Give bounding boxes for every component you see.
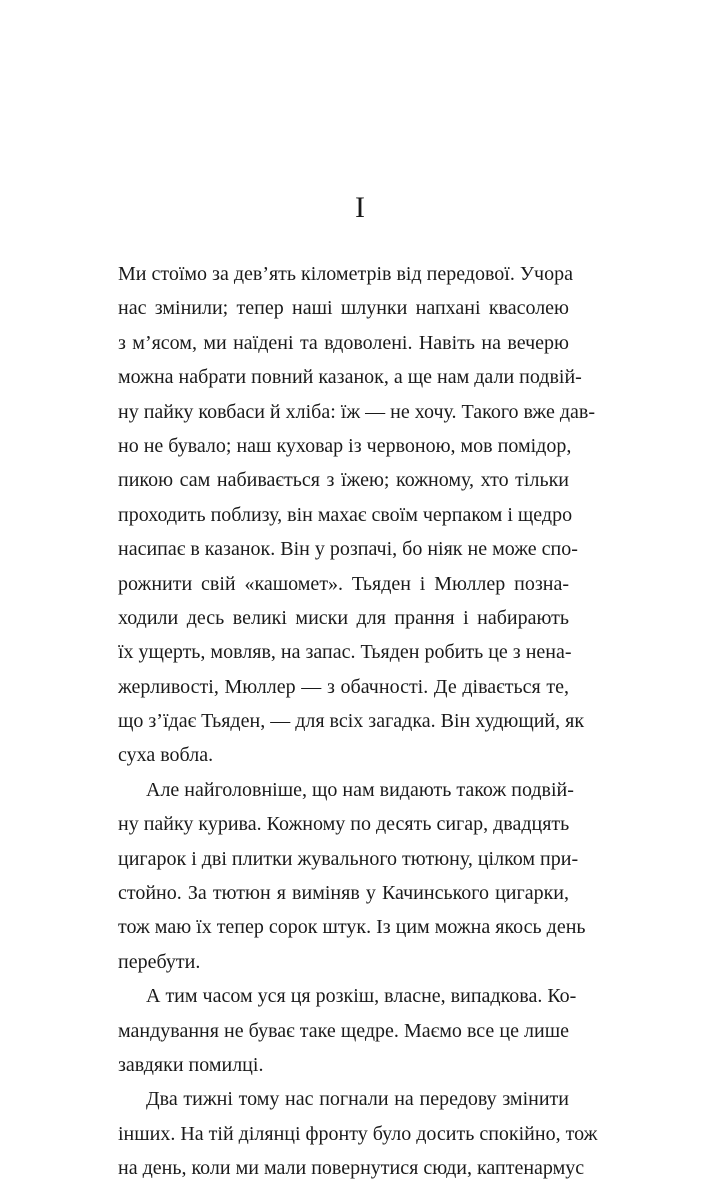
text-line: їх ущерть, мовляв, на запас. Тьяден робить це з нена- [118,641,572,664]
body-text [118,257,598,1186]
text-line: рожнити свій «кашомет». Тьяден і Мюллер позна- [118,572,569,595]
text-line: цигарок і дві плитки жувального тютюну, цілком при- [118,847,579,870]
text-line: на день, коли ми мали повернутися сюди, каптенармус [118,1157,585,1180]
text-line: Два тижні тому нас погнали на передову змінити [146,1088,569,1111]
text-line: з м’ясом, ми наїдені та вдоволені. Навіть на вечерю [118,331,569,354]
text-line: но не бувало; наш куховар із червоною, мов помідор, [118,434,572,457]
text-line: пикою сам набивається з їжею; кожному, хто тільки [118,469,569,492]
text-line: Але найголовніше, що нам видають також подвій- [146,778,574,801]
text-line: проходить поблизу, він махає своїм черпаком і щедро [118,503,573,526]
text-line: жерливості, Мюллер — з обачності. Де дівається те, [118,675,569,698]
text-line: ходили десь великі миски для прання і набирають [118,606,569,629]
text-line: стойно. За тютюн я виміняв у Качинського цигарки, [118,882,569,905]
text-line: суха вобла. [118,744,214,767]
text-line: ну пайку курива. Кожному по десять сигар, двадцять [118,813,570,836]
text-line: що з’їдає Тьяден, — для всіх загадка. Він худющий, як [118,710,585,733]
text-line: Ми стоїмо за дев’ять кілометрів від передової. Учора [118,263,573,285]
text-line: насипає в казанок. Він у розпачі, бо ніяк не може спо- [118,538,578,561]
text-line: можна набрати повний казанок, а ще нам дали подвій- [118,366,582,389]
text-line: нас змінили; тепер наші шлунки напхані квасолею [118,297,569,320]
text-line: ну пайку ковбаси й хліба: їж — не хочу. Такого вже дав- [118,400,595,423]
text-line: А тим часом уся ця розкіш, власне, випадкова. Ко- [146,985,577,1008]
text-line: перебути. [118,950,201,973]
text-line: інших. На тій ділянці фронту було досить спокійно, тож [118,1122,598,1145]
text-line: мандування не буває таке щедре. Маємо все це лише [118,1019,569,1042]
text-line: завдяки помилці. [118,1053,264,1076]
chapter-number: I [355,191,365,224]
text-line: тож маю їх тепер сорок штук. Із цим можна якось день [118,916,586,939]
